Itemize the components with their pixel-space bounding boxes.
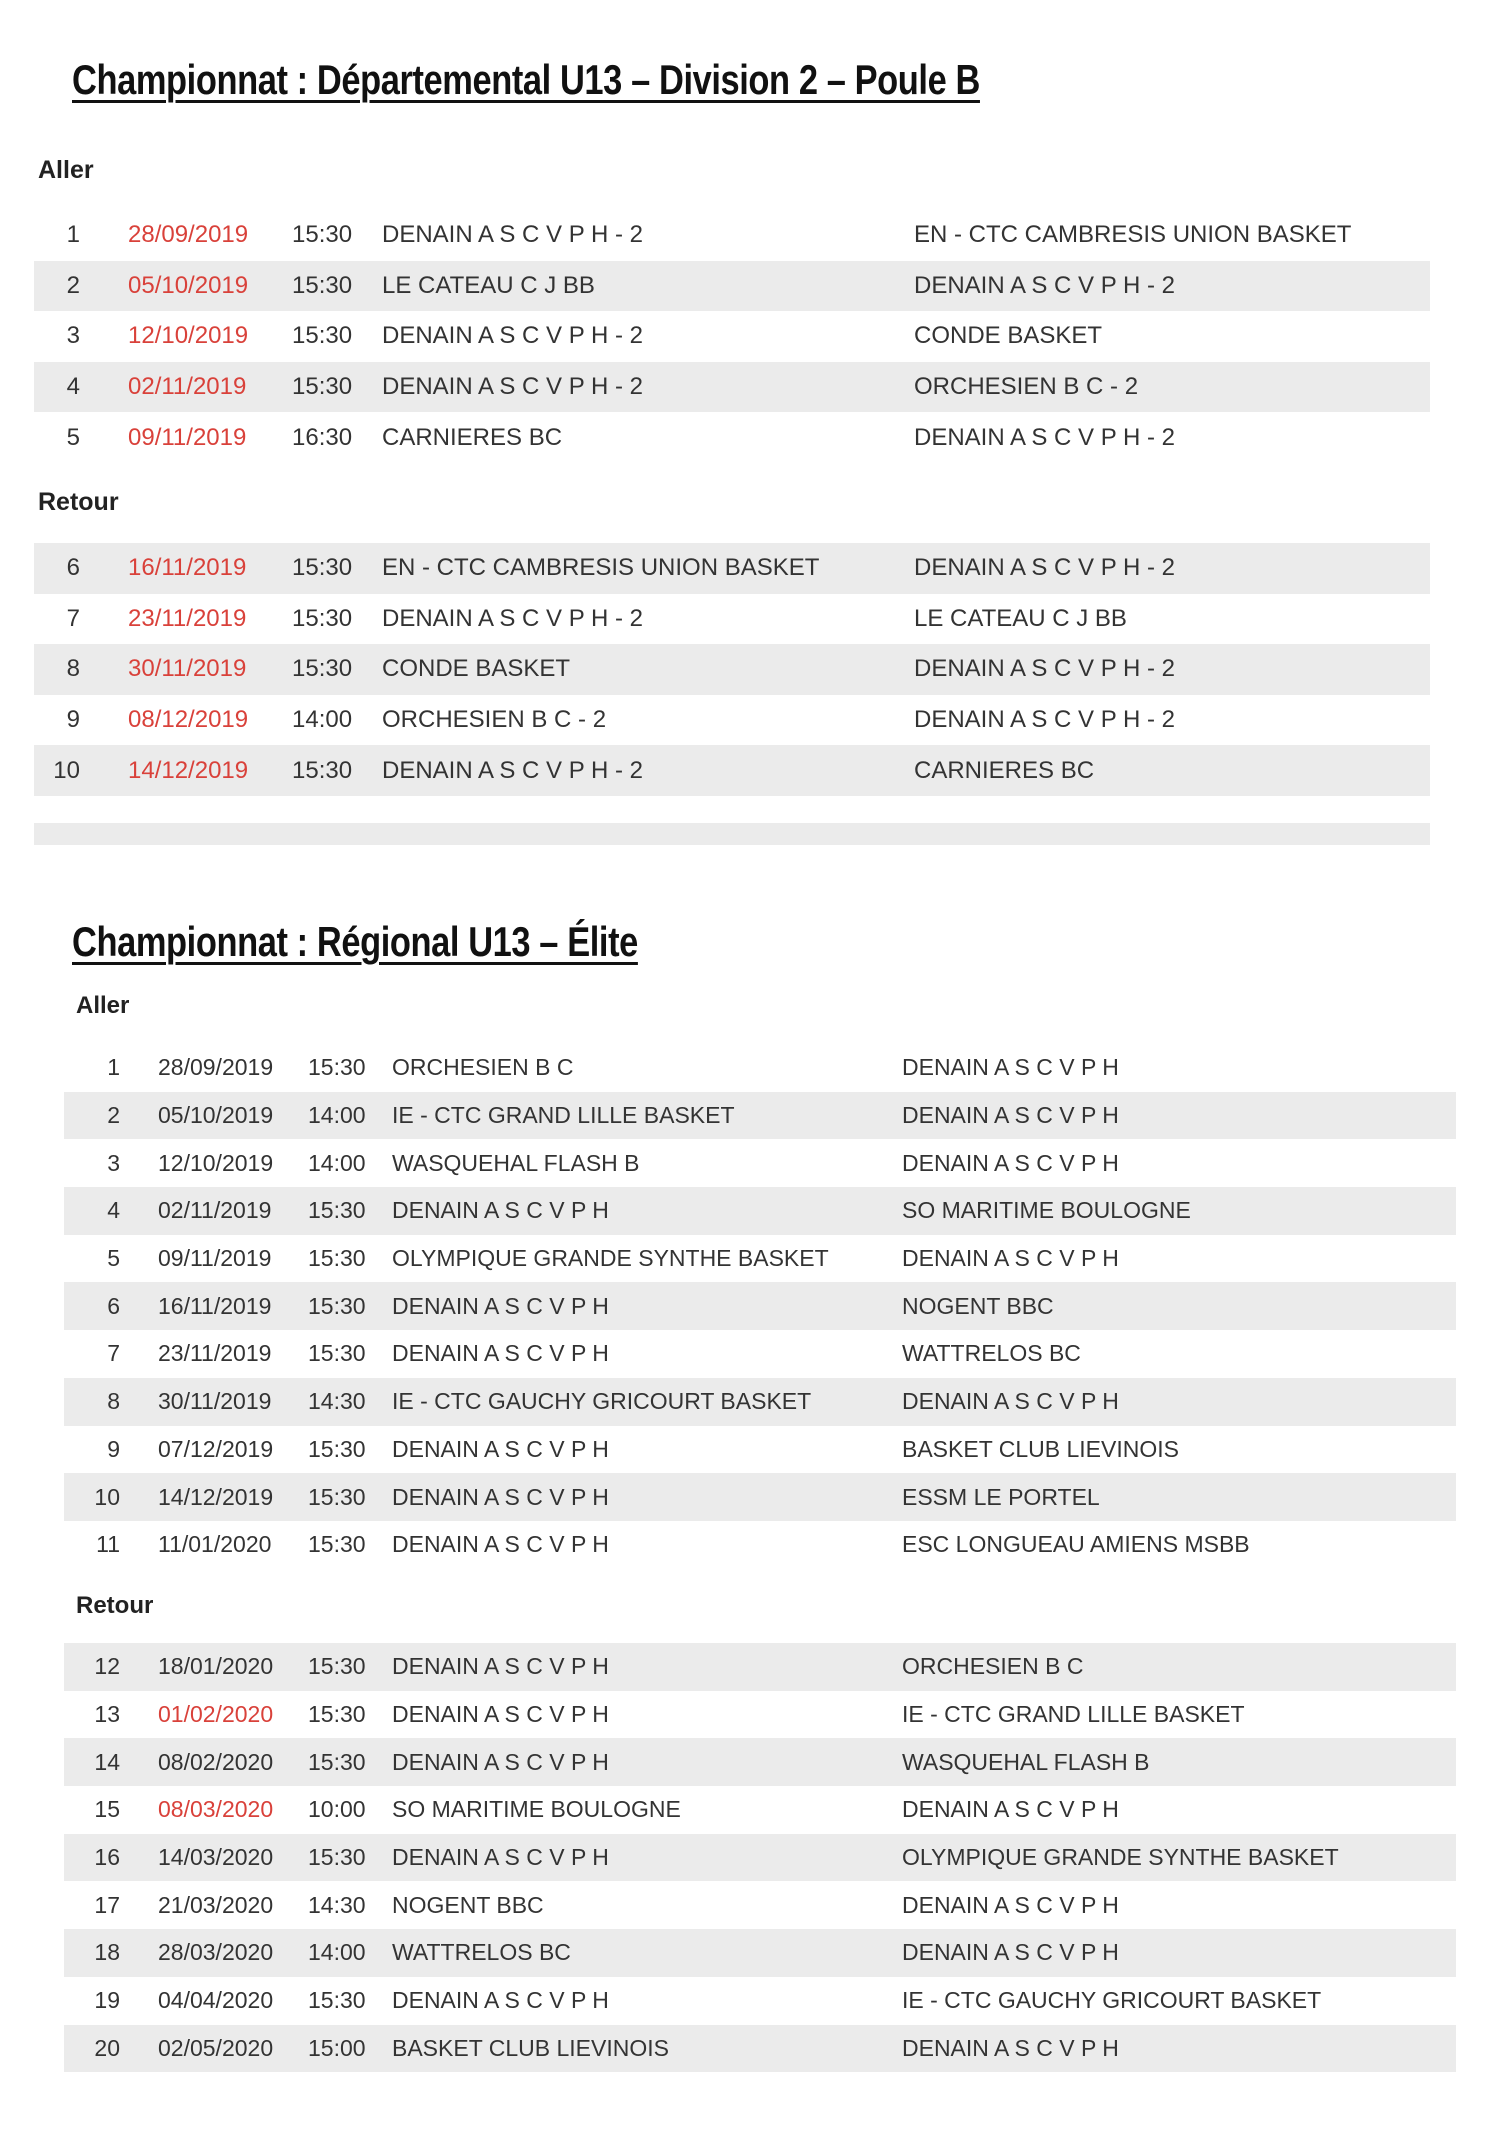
home-team: DENAIN A S C V P H - 2 [382,373,643,401]
home-team: SO MARITIME BOULOGNE [392,1796,681,1823]
home-team: CARNIERES BC [382,423,563,451]
match-date: 08/03/2020 [158,1796,274,1823]
match-number: 18 [94,1939,120,1966]
match-date: 21/03/2020 [158,1891,274,1918]
match-date: 02/11/2019 [128,373,247,401]
away-team: WATTRELOS BC [902,1340,1081,1367]
away-team: BASKET CLUB LIEVINOIS [902,1435,1179,1462]
section1-aller-label: Aller [38,156,94,184]
match-number: 8 [66,655,80,683]
match-number: 11 [96,1531,120,1558]
match-row [64,1330,1456,1378]
home-team: DENAIN A S C V P H - 2 [382,604,643,632]
away-team: DENAIN A S C V P H [902,1891,1119,1918]
match-number: 7 [107,1340,120,1367]
match-row [64,1738,1456,1786]
home-team: DENAIN A S C V P H [392,1844,609,1871]
match-number: 2 [66,271,80,299]
match-date: 28/09/2019 [128,221,249,249]
match-number: 14 [94,1748,120,1775]
match-number: 16 [94,1844,120,1871]
home-team: DENAIN A S C V P H [392,1292,609,1319]
match-time: 15:30 [292,271,353,299]
home-team: LE CATEAU C J BB [382,271,595,299]
section1-footer-bar [34,823,1430,845]
match-date: 16/11/2019 [158,1292,272,1319]
match-date: 16/11/2019 [128,554,247,582]
match-row [34,412,1430,463]
match-date: 11/01/2020 [158,1531,272,1558]
match-number: 1 [107,1054,120,1081]
match-time: 15:30 [308,1653,366,1680]
match-row [64,1139,1456,1187]
away-team: DENAIN A S C V P H - 2 [914,706,1175,734]
match-number: 12 [94,1653,120,1680]
home-team: IE - CTC GAUCHY GRICOURT BASKET [392,1388,812,1415]
away-team: IE - CTC GRAND LILLE BASKET [902,1701,1245,1728]
match-time: 15:30 [308,1987,366,2014]
match-number: 10 [53,756,80,784]
match-time: 15:30 [308,1340,366,1367]
section2-title: Championnat : Régional U13 – Élite [72,918,638,965]
home-team: DENAIN A S C V P H [392,1653,609,1680]
away-team: DENAIN A S C V P H - 2 [914,655,1175,683]
match-time: 14:00 [308,1939,366,1966]
match-time: 15:30 [308,1483,366,1510]
section1-title: Championnat : Départemental U13 – Division 2 – Poule B [72,56,980,103]
away-team: DENAIN A S C V P H - 2 [914,271,1175,299]
match-row [64,1881,1456,1929]
away-team: EN - CTC CAMBRESIS UNION BASKET [914,221,1352,249]
match-row [64,1235,1456,1283]
match-date: 05/10/2019 [158,1102,274,1129]
away-team: DENAIN A S C V P H - 2 [914,423,1175,451]
match-date: 14/03/2020 [158,1844,274,1871]
away-team: ESC LONGUEAU AMIENS MSBB [902,1531,1250,1558]
home-team: DENAIN A S C V P H [392,1435,609,1462]
match-number: 15 [94,1796,120,1823]
match-time: 15:30 [292,322,353,350]
home-team: EN - CTC CAMBRESIS UNION BASKET [382,554,820,582]
home-team: DENAIN A S C V P H - 2 [382,221,643,249]
section2-retour-label: Retour [76,1592,154,1619]
match-time: 16:30 [292,423,353,451]
home-team: DENAIN A S C V P H [392,1748,609,1775]
home-team: DENAIN A S C V P H [392,1483,609,1510]
match-row [64,1691,1456,1739]
match-date: 28/09/2019 [158,1054,274,1081]
match-row [64,1282,1456,1330]
match-number: 8 [107,1388,120,1415]
away-team: DENAIN A S C V P H [902,1796,1119,1823]
home-team: OLYMPIQUE GRANDE SYNTHE BASKET [392,1245,829,1272]
match-row [34,261,1430,312]
away-team: NOGENT BBC [902,1292,1054,1319]
match-row [64,1044,1456,1092]
match-time: 15:30 [308,1197,366,1224]
match-time: 10:00 [308,1796,366,1823]
match-time: 14:00 [292,706,353,734]
match-date: 02/11/2019 [158,1197,272,1224]
match-time: 15:30 [292,373,353,401]
match-time: 15:30 [292,221,353,249]
home-team: ORCHESIEN B C - 2 [382,706,607,734]
match-row [64,1929,1456,1977]
away-team: SO MARITIME BOULOGNE [902,1197,1191,1224]
match-date: 18/01/2020 [158,1653,274,1680]
match-time: 14:00 [308,1102,366,1129]
match-number: 4 [107,1197,120,1224]
match-number: 17 [94,1891,120,1918]
match-number: 19 [94,1987,120,2014]
match-number: 3 [107,1149,120,1176]
match-time: 15:30 [308,1844,366,1871]
match-date: 01/02/2020 [158,1701,274,1728]
match-row [64,1834,1456,1882]
away-team: DENAIN A S C V P H [902,1245,1119,1272]
match-row [34,695,1430,746]
match-time: 15:30 [308,1245,366,1272]
home-team: NOGENT BBC [392,1891,544,1918]
section1-aller-table [34,210,1430,463]
match-row [34,644,1430,695]
match-time: 15:30 [292,604,353,632]
match-time: 15:30 [308,1531,366,1558]
home-team: ORCHESIEN B C [392,1054,574,1081]
match-time: 15:30 [308,1701,366,1728]
section1-retour-table [34,543,1430,796]
match-row [64,1092,1456,1140]
match-date: 28/03/2020 [158,1939,274,1966]
match-date: 08/12/2019 [128,706,249,734]
match-number: 9 [66,706,80,734]
match-row [34,594,1430,645]
match-number: 1 [66,221,80,249]
home-team: DENAIN A S C V P H - 2 [382,756,643,784]
away-team: CONDE BASKET [914,322,1103,350]
match-row [34,362,1430,413]
match-row [34,543,1430,594]
away-team: LE CATEAU C J BB [914,604,1127,632]
match-time: 15:00 [308,2034,366,2061]
match-number: 7 [66,604,80,632]
match-row [64,1187,1456,1235]
match-row [64,2025,1456,2073]
match-date: 02/05/2020 [158,2034,274,2061]
match-time: 15:30 [308,1292,366,1319]
match-time: 14:00 [308,1149,366,1176]
match-number: 5 [66,423,80,451]
match-row [34,311,1430,362]
match-number: 4 [66,373,80,401]
match-date: 12/10/2019 [128,322,249,350]
section2-aller-table [64,1044,1456,1569]
match-time: 14:30 [308,1891,366,1918]
match-date: 30/11/2019 [158,1388,272,1415]
match-number: 2 [107,1102,120,1129]
away-team: WASQUEHAL FLASH B [902,1748,1150,1775]
away-team: ORCHESIEN B C - 2 [914,373,1139,401]
match-row [34,745,1430,796]
match-number: 10 [94,1483,120,1510]
home-team: WASQUEHAL FLASH B [392,1149,640,1176]
match-row [64,1643,1456,1691]
match-row [64,1521,1456,1569]
match-row [64,1977,1456,2025]
away-team: ORCHESIEN B C [902,1653,1084,1680]
away-team: DENAIN A S C V P H [902,1939,1119,1966]
match-date: 14/12/2019 [158,1483,274,1510]
match-row [64,1378,1456,1426]
away-team: DENAIN A S C V P H [902,1102,1119,1129]
home-team: DENAIN A S C V P H [392,1197,609,1224]
match-number: 6 [66,554,80,582]
match-number: 13 [94,1701,120,1728]
home-team: DENAIN A S C V P H [392,1701,609,1728]
home-team: IE - CTC GRAND LILLE BASKET [392,1102,735,1129]
home-team: DENAIN A S C V P H [392,1531,609,1558]
match-date: 23/11/2019 [128,604,247,632]
match-time: 15:30 [308,1054,366,1081]
section2-retour-table [64,1643,1456,2072]
match-number: 9 [107,1435,120,1462]
away-team: OLYMPIQUE GRANDE SYNTHE BASKET [902,1844,1339,1871]
away-team: DENAIN A S C V P H [902,1388,1119,1415]
home-team: DENAIN A S C V P H [392,1987,609,2014]
match-time: 15:30 [308,1748,366,1775]
match-date: 04/04/2020 [158,1987,274,2014]
match-number: 3 [66,322,80,350]
match-date: 12/10/2019 [158,1149,274,1176]
match-row [64,1473,1456,1521]
match-row [34,210,1430,261]
home-team: DENAIN A S C V P H [392,1340,609,1367]
match-date: 08/02/2020 [158,1748,274,1775]
match-time: 15:30 [308,1435,366,1462]
away-team: DENAIN A S C V P H [902,1054,1119,1081]
match-date: 05/10/2019 [128,271,249,299]
home-team: WATTRELOS BC [392,1939,571,1966]
match-date: 14/12/2019 [128,756,249,784]
home-team: BASKET CLUB LIEVINOIS [392,2034,669,2061]
away-team: DENAIN A S C V P H [902,1149,1119,1176]
away-team: IE - CTC GAUCHY GRICOURT BASKET [902,1987,1322,2014]
match-number: 5 [107,1245,120,1272]
away-team: DENAIN A S C V P H [902,2034,1119,2061]
match-time: 15:30 [292,554,353,582]
match-date: 09/11/2019 [158,1245,272,1272]
match-time: 15:30 [292,655,353,683]
match-time: 14:30 [308,1388,366,1415]
match-row [64,1426,1456,1474]
match-date: 07/12/2019 [158,1435,274,1462]
match-time: 15:30 [292,756,353,784]
match-row [64,1786,1456,1834]
home-team: DENAIN A S C V P H - 2 [382,322,643,350]
section1-retour-label: Retour [38,488,119,516]
away-team: CARNIERES BC [914,756,1095,784]
match-date: 30/11/2019 [128,655,247,683]
away-team: ESSM LE PORTEL [902,1483,1100,1510]
match-number: 6 [107,1292,120,1319]
match-number: 20 [94,2034,120,2061]
away-team: DENAIN A S C V P H - 2 [914,554,1175,582]
home-team: CONDE BASKET [382,655,571,683]
match-date: 09/11/2019 [128,423,247,451]
match-date: 23/11/2019 [158,1340,272,1367]
section2-aller-label: Aller [76,992,130,1019]
